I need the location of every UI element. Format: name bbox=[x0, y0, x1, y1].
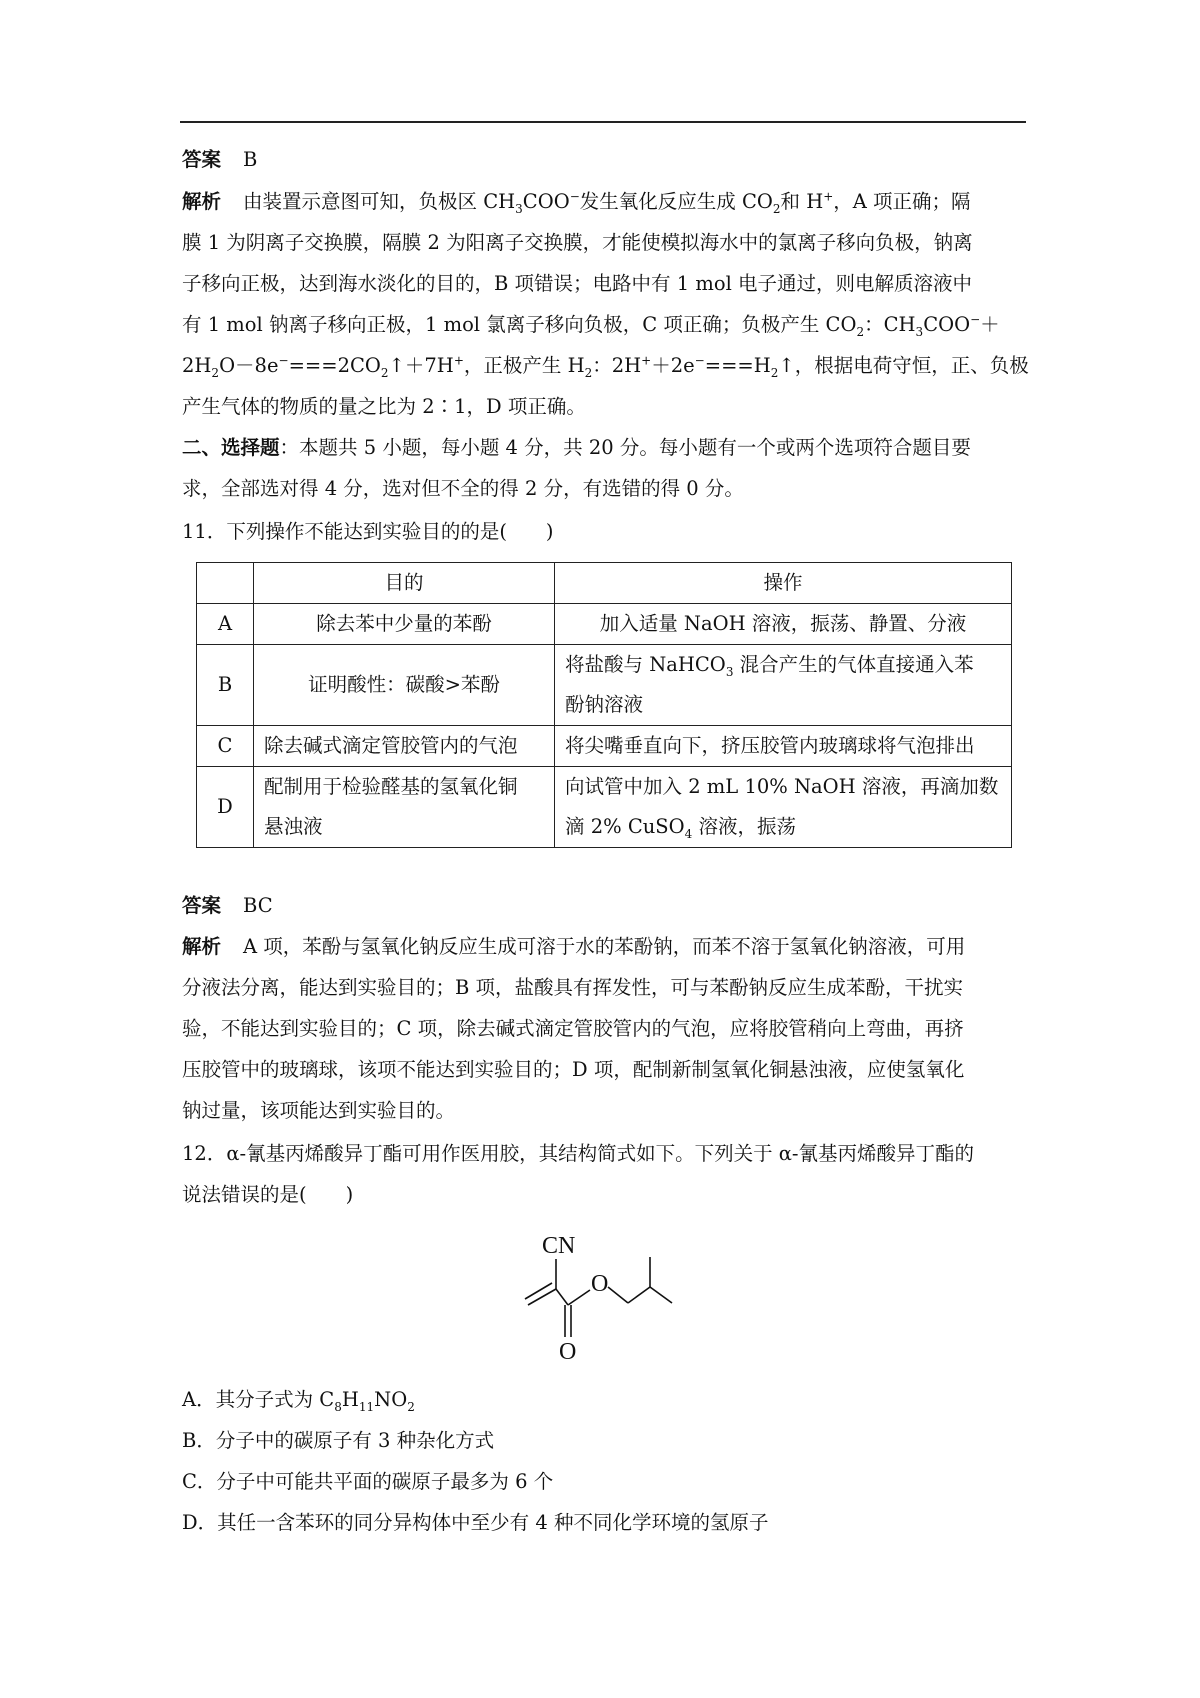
structure-diagram bbox=[520, 1225, 700, 1360]
answer-label: 答案 bbox=[182, 148, 222, 171]
operation-cell: 加入适量 NaOH 溶液，振荡、静置、分液 bbox=[555, 604, 1012, 645]
answer-label: 答案 bbox=[182, 894, 222, 917]
q10-analysis-line-1: 解析 由装置示意图可知，负极区 $CH_3COO^-$发生氧化反应生成 $CO_2$和 H+，A 项正确；隔 bbox=[182, 189, 971, 216]
table-header-cell: 目的 bbox=[254, 563, 555, 604]
purpose-cell: 配制用于检验醛基的氢氧化铜 悬浊液 bbox=[254, 767, 555, 848]
operation-cell: 向试管中加入 2 mL 10% NaOH 溶液，再滴加数 滴 2% CuSO$_4$ 溶液，振荡 bbox=[555, 767, 1012, 848]
q10-analysis-line-2: 膜 1 为阴离子交换膜，隔膜 2 为阳离子交换膜，才能使模拟海水中的氯离子移向负极，钠离 bbox=[182, 231, 973, 254]
q12-option-a: A．其分子式为 $C_8H_{11}NO_2$ bbox=[182, 1388, 415, 1414]
table-row bbox=[197, 645, 1012, 726]
bond bbox=[556, 1289, 568, 1305]
table-header-cell bbox=[197, 563, 254, 604]
q10-answer-line bbox=[182, 140, 1024, 180]
answer-value: BC bbox=[243, 894, 273, 917]
table-row bbox=[197, 767, 1012, 848]
bond bbox=[568, 1290, 590, 1305]
table-row bbox=[197, 604, 1012, 645]
operation-cell: 将盐酸与 NaHCO$_3$ 混合产生的气体直接通入苯 酚钠溶液 bbox=[555, 645, 1012, 726]
section2-heading: 二、选择题 bbox=[182, 436, 280, 459]
q10-analysis-line-4: 有 1 mol 钠离子移向正极，1 mol 氯离子移向负极，C 项正确；负极产生 $CO_2$：$CH_3COO^-+$ bbox=[182, 312, 1000, 339]
cyano-label: CN bbox=[542, 1233, 576, 1259]
bond bbox=[528, 1289, 556, 1305]
option-cell: C bbox=[197, 726, 254, 767]
purpose-cell: 除去苯中少量的苯酚 bbox=[254, 604, 555, 645]
q12-option-d: D．其任一含苯环的同分异构体中至少有 4 种不同化学环境的氢原子 bbox=[182, 1511, 769, 1534]
q12-option-b: B．分子中的碳原子有 3 种杂化方式 bbox=[182, 1429, 495, 1452]
q10-analysis-line-3: 子移向正极，达到海水淡化的目的，B 项错误；电路中有 1 mol 电子通过，则电解质溶液中 bbox=[182, 272, 972, 295]
answer-value: B bbox=[243, 148, 258, 171]
purpose-cell: 证明酸性：碳酸>苯酚 bbox=[254, 645, 555, 726]
carbonyl-oxygen-label: O bbox=[559, 1339, 577, 1360]
option-cell: B bbox=[197, 645, 254, 726]
section2-line-1: 二、选择题：本题共 5 小题，每小题 4 分，共 20 分。每小题有一个或两个选项符合题目要 bbox=[182, 436, 971, 459]
analysis-label: 解析 bbox=[182, 935, 222, 958]
q11-table bbox=[196, 562, 1012, 848]
q10-analysis-line-6: 产生气体的物质的量之比为 2∶1，D 项正确。 bbox=[182, 395, 586, 418]
operation-cell: 将尖嘴垂直向下，挤压胶管内玻璃球将气泡排出 bbox=[555, 726, 1012, 767]
top-rule bbox=[180, 121, 1026, 123]
q11-answer-line bbox=[182, 886, 1024, 926]
table-row bbox=[197, 726, 1012, 767]
bond bbox=[628, 1287, 650, 1303]
table-header-row bbox=[197, 563, 1012, 604]
q11-analysis-line-2: 分液法分离，能达到实验目的；B 项，盐酸具有挥发性，可与苯酚钠反应生成苯酚，干扰实 bbox=[182, 976, 964, 999]
q11-analysis-line-1: 解析 A 项，苯酚与氢氧化钠反应生成可溶于水的苯酚钠，而苯不溶于氢氧化钠溶液，可用 bbox=[182, 935, 966, 958]
q11-stem: 11．下列操作不能达到实验目的的是( ) bbox=[182, 520, 554, 543]
analysis-label: 解析 bbox=[182, 190, 222, 213]
bond bbox=[608, 1287, 628, 1303]
q12-option-c: C．分子中可能共平面的碳原子最多为 6 个 bbox=[182, 1470, 554, 1493]
q12-stem-line-2: 说法错误的是( ) bbox=[182, 1183, 354, 1206]
q11-analysis-line-3: 验，不能达到实验目的；C 项，除去碱式滴定管胶管内的气泡，应将胶管稍向上弯曲，再挤 bbox=[182, 1017, 964, 1040]
purpose-cell: 除去碱式滴定管胶管内的气泡 bbox=[254, 726, 555, 767]
q10-analysis-line-5: $2H_2O-8e^-===2CO_2↑+7H^+$，正极产生 $H_2$：$2H^++2e^-===H_2↑$，根据电荷守恒，正、负极 bbox=[182, 353, 1029, 380]
q11-analysis-line-5: 钠过量，该项能达到实验目的。 bbox=[182, 1099, 456, 1122]
bond bbox=[650, 1287, 672, 1303]
option-cell: A bbox=[197, 604, 254, 645]
section2-line-2: 求，全部选对得 4 分，选对但不全的得 2 分，有选错的得 0 分。 bbox=[182, 477, 744, 500]
ester-oxygen-label: O bbox=[591, 1271, 609, 1297]
table-header-cell: 操作 bbox=[555, 563, 1012, 604]
bond bbox=[525, 1283, 552, 1299]
q11-analysis-line-4: 压胶管中的玻璃球，该项不能达到实验目的；D 项，配制新制氢氧化铜悬浊液，应使氢氧化 bbox=[182, 1058, 965, 1081]
option-cell: D bbox=[197, 767, 254, 848]
q12-stem-line-1: 12．α-氰基丙烯酸异丁酯可用作医用胶，其结构简式如下。下列关于 α-氰基丙烯酸异丁酯的 bbox=[182, 1142, 975, 1165]
